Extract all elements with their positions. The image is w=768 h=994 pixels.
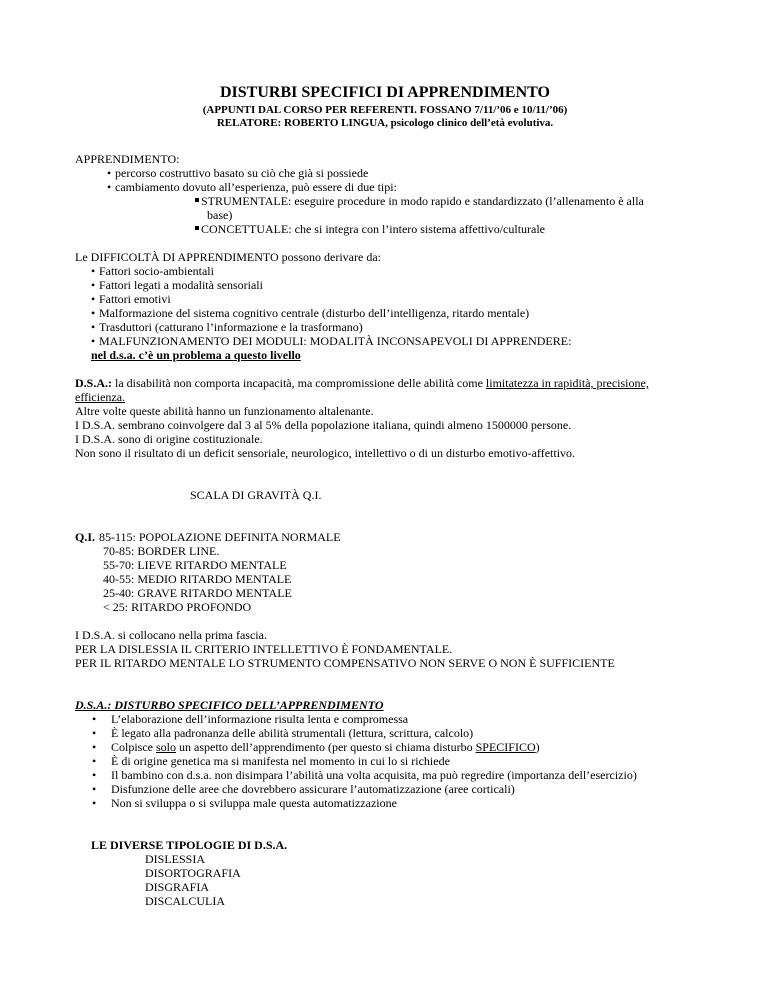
document-page bbox=[75, 84, 695, 908]
item-text: ) bbox=[535, 740, 540, 754]
item-underlined: SPECIFICO bbox=[475, 740, 536, 754]
scala-first-row bbox=[75, 530, 695, 544]
collocazione-section bbox=[75, 628, 695, 670]
scala-item: < 25: RITARDO PROFONDO bbox=[103, 600, 252, 614]
tipologie-section bbox=[75, 838, 695, 908]
list-item: • È legato alla padronanza delle abilità strumentali (lettura, scrittura, calcolo) bbox=[75, 726, 695, 740]
qi-label: Q.I. bbox=[75, 530, 96, 544]
difficolta-section bbox=[75, 250, 695, 362]
list-item: • cambiamento dovuto all’esperienza, può essere di due tipi: bbox=[99, 180, 695, 194]
disturbo-list bbox=[75, 712, 695, 810]
list-item: • percorso costruttivo basato su ciò che già si possiede bbox=[99, 166, 695, 180]
tipologia-item: DISCALCULIA bbox=[145, 894, 225, 908]
scala-item: 40-55: MEDIO RITARDO MENTALE bbox=[103, 572, 292, 586]
collocazione-line: PER IL RITARDO MENTALE LO STRUMENTO COMPENSATIVO NON SERVE O NON È SUFFICIENTE bbox=[75, 656, 615, 670]
difficolta-heading: Le DIFFICOLTÀ DI APPRENDIMENTO possono derivare da: bbox=[75, 250, 381, 264]
list-item bbox=[195, 194, 695, 222]
list-item: • Disfunzione delle aree che dovrebbero assicurare l’automatizzazione (aree corticali) bbox=[75, 782, 695, 796]
scala-item: 85-115: POPOLAZIONE DEFINITA NORMALE bbox=[99, 530, 341, 544]
disturbo-section bbox=[75, 698, 695, 810]
list-item: • Malformazione del sistema cognitivo centrale (disturbo dell’intelligenza, ritardo mentale) bbox=[83, 306, 695, 320]
dsa-line: Non sono il risultato di un deficit sensoriale, neurologico, intellettivo o di un disturbo emotivo-affettivo. bbox=[75, 446, 576, 460]
list-item: • L’elaborazione dell’informazione risulta lenta e compromessa bbox=[75, 712, 695, 726]
apprendimento-sublist bbox=[75, 194, 695, 236]
dsa-line: I D.S.A. sembrano coinvolgere dal 3 al 5% della popolazione italiana, quindi almeno 1500000 persone. bbox=[75, 418, 572, 432]
tipologie-heading: LE DIVERSE TIPOLOGIE DI D.S.A. bbox=[91, 838, 288, 852]
list-item: • Trasduttori (catturano l’informazione e la trasformano) bbox=[83, 320, 695, 334]
strumentale-text-cont: base) bbox=[207, 208, 233, 222]
scala-item: 70-85: BORDER LINE. bbox=[103, 544, 220, 558]
list-item: CONCETTUALE: che si integra con l’intero sistema affettivo/culturale bbox=[195, 222, 695, 236]
item-text: Colpisce bbox=[111, 740, 156, 754]
collocazione-line: PER LA DISLESSIA IL CRITERIO INTELLETTIVO È FONDAMENTALE. bbox=[75, 642, 453, 656]
dsa-underlined: limitatezza in rapidità, precisione, efficienza. bbox=[75, 376, 649, 404]
collocazione-line: I D.S.A. si collocano nella prima fascia. bbox=[75, 628, 267, 642]
dsa-label: D.S.A.: bbox=[75, 376, 113, 390]
dsa-section bbox=[75, 376, 695, 460]
scala-title: SCALA DI GRAVITÀ Q.I. bbox=[190, 488, 322, 502]
dsa-line: I D.S.A. sono di origine costituzionale. bbox=[75, 432, 263, 446]
scala-item: 55-70: LIEVE RITARDO MENTALE bbox=[103, 558, 287, 572]
document-title: DISTURBI SPECIFICI DI APPRENDIMENTO bbox=[220, 84, 550, 101]
list-item: • MALFUNZIONAMENTO DEI MODULI: MODALITÀ INCONSAPEVOLI DI APPRENDERE: bbox=[83, 334, 695, 348]
dsa-line: Altre volte queste abilità hanno un funzionamento altalenante. bbox=[75, 404, 374, 418]
list-item bbox=[75, 740, 695, 754]
tipologia-item: DISORTOGRAFIA bbox=[145, 866, 241, 880]
dsa-text: la disabilità non comporta incapacità, ma compromissione delle abilità come bbox=[112, 376, 486, 390]
list-item: • È di origine genetica ma si manifesta nel momento in cui lo si richiede bbox=[75, 754, 695, 768]
scala-item: 25-40: GRAVE RITARDO MENTALE bbox=[103, 586, 292, 600]
strumentale-text: STRUMENTALE: eseguire procedure in modo rapido e standardizzato (l’allenamento è alla bbox=[201, 194, 644, 208]
speaker-subtitle: RELATORE: ROBERTO LINGUA, psicologo clinico dell’età evolutiva. bbox=[216, 117, 554, 129]
list-item: • Fattori socio-ambientali bbox=[83, 264, 695, 278]
item-underlined: solo bbox=[156, 740, 177, 754]
course-subtitle: (APPUNTI DAL CORSO PER REFERENTI. FOSSANO 7/11/’06 e 10/11/’06) bbox=[202, 104, 568, 116]
disturbo-heading: D.S.A.: DISTURBO SPECIFICO DELL’APPRENDIMENTO bbox=[75, 698, 384, 712]
tipologia-item: DISLESSIA bbox=[145, 852, 206, 866]
list-item: • Il bambino con d.s.a. non disimpara l’abilità una volta acquisita, ma può regredire (importanza dell’esercizio) bbox=[75, 768, 695, 782]
apprendimento-list bbox=[75, 166, 695, 194]
dsa-definition bbox=[75, 376, 695, 404]
list-item: • Fattori emotivi bbox=[83, 292, 695, 306]
apprendimento-section bbox=[75, 152, 695, 236]
list-item: • Non si sviluppa o si sviluppa male questa automatizzazione bbox=[75, 796, 695, 810]
difficolta-note: nel d.s.a. c’è un problema a questo livello bbox=[91, 348, 301, 362]
list-item: • Fattori legati a modalità sensoriali bbox=[83, 278, 695, 292]
tipologia-item: DISGRAFIA bbox=[145, 880, 210, 894]
difficolta-list bbox=[75, 264, 695, 348]
apprendimento-heading: APPRENDIMENTO: bbox=[75, 152, 180, 166]
scala-section bbox=[75, 488, 695, 614]
item-text: un aspetto dell’apprendimento (per questo si chiama disturbo bbox=[176, 740, 476, 754]
